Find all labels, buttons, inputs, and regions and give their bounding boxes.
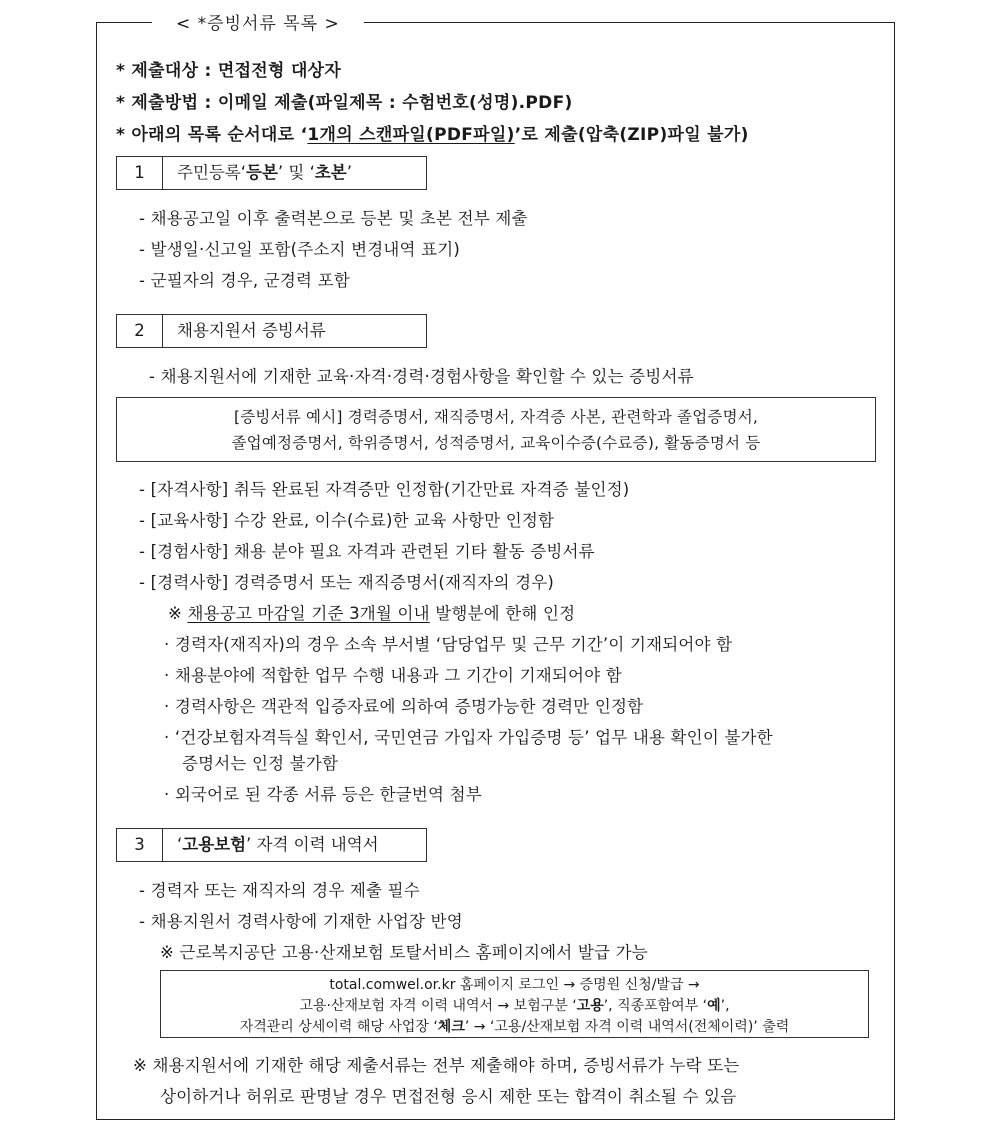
issuance-steps-box [160, 970, 869, 1038]
issuance-steps-line-1: total.comwel.or.kr 홈페이지 로그인 → 증명원 신청/발급 → [329, 977, 700, 993]
career-validity-note [168, 600, 575, 624]
issuance-steps-line-3-pre: 자격관리 상세이력 해당 사업장 ‘ [239, 1019, 438, 1035]
issuance-steps-line-2-bold-1: 고용 [576, 998, 604, 1014]
section-2-title: 채용지원서 증빙서류 [177, 321, 326, 340]
section-1-title-post: ’ [346, 163, 352, 182]
section-1-number: 1 [117, 157, 163, 189]
section-3-header [116, 828, 427, 862]
issuance-steps-line-2 [161, 995, 868, 1015]
section-1-title-pre: 주민등록‘ [177, 163, 247, 182]
issuance-steps-line-2-mid: ’, 직종포함여부 ‘ [603, 998, 708, 1014]
issuance-steps-line-2-pre: 고용·산재보험 자격 이력 내역서 → 보험구분 ‘ [299, 998, 577, 1014]
section-2-header [116, 314, 427, 348]
footer-note-line-1: ※ 채용지원서에 기재한 해당 제출서류는 전부 제출해야 하며, 증빙서류가 누락 또는 [133, 1056, 740, 1075]
document-examples-box [116, 397, 876, 462]
career-detail-item: · ‘건강보험자격득실 확인서, 국민연금 가입자 가입증명 등’ 업무 내용 확인이 불가한 [164, 728, 773, 747]
section-1-title-bold-1: 등본 [246, 163, 278, 182]
section-2-item: - [경력사항] 경력증명서 또는 재직증명서(재직자의 경우) [139, 573, 554, 592]
section-3-item: - 경력자 또는 재직자의 경우 제출 필수 [139, 881, 420, 900]
career-validity-underlined: 채용공고 마감일 기준 3개월 이내 [187, 604, 430, 623]
section-1-header [116, 156, 427, 190]
career-detail-item-continued: 증명서는 인정 불가함 [182, 754, 339, 773]
section-3-title [177, 829, 379, 861]
section-2-item: - [경험사항] 채용 분야 필요 자격과 관련된 기타 활동 증빙서류 [139, 542, 595, 561]
document-examples-line-2: 졸업예정증명서, 학위증명서, 성적증명서, 교육이수증(수료증), 활동증명서 등 [231, 434, 761, 452]
document-title: < *증빙서류 목록 > [152, 9, 364, 34]
section-2-number: 2 [117, 315, 163, 347]
bullet-mark: * [116, 125, 126, 145]
section-1-title [177, 157, 352, 189]
section-1-item: - 군필자의 경우, 군경력 포함 [139, 271, 350, 290]
career-validity-rest: 발행분에 한해 인정 [429, 604, 576, 623]
career-detail-item: · 경력자(재직자)의 경우 소속 부서별 ‘담당업무 및 근무 기간’이 기재되어야 함 [164, 635, 733, 654]
submission-method [116, 88, 573, 113]
section-3-title-pre: ‘ [177, 835, 183, 854]
footer-note-line-2: 상이하거나 허위로 판명날 경우 면접전형 응시 제한 또는 합격이 취소될 수 있음 [160, 1087, 737, 1106]
section-2-item: - [자격사항] 취득 완료된 자격증만 인정함(기간만료 자격증 불인정) [139, 480, 630, 499]
issuance-steps-line-3-post: ’ → ‘고용/산재보험 자격 이력 내역서(전체이력)’ 출력 [464, 1019, 790, 1035]
document-examples-line-1: [증빙서류 예시] 경력증명서, 재직증명서, 자격증 사본, 관련학과 졸업증명서, [233, 408, 759, 426]
career-detail-item: · 채용분야에 적합한 업무 수행 내용과 그 기간이 기재되어야 함 [164, 666, 622, 685]
section-1-item: - 채용공고일 이후 출력본으로 등본 및 초본 전부 제출 [139, 209, 528, 228]
section-1-title-mid: ’ 및 ‘ [277, 163, 315, 182]
bullet-mark: * [116, 61, 126, 81]
career-detail-item: · 외국어로 된 각종 서류 등은 한글번역 첨부 [164, 785, 482, 804]
issuance-steps-line-2-post: ’, [720, 998, 730, 1014]
issuance-steps-line-3-bold: 체크 [437, 1019, 465, 1035]
submission-order [116, 120, 749, 145]
note-mark: ※ [168, 604, 183, 623]
submission-target [116, 56, 341, 81]
section-3-note: ※ 근로복지공단 고용·산재보험 토탈서비스 홈페이지에서 발급 가능 [160, 943, 648, 962]
section-1-title-bold-2: 초본 [314, 163, 347, 182]
section-3-item: - 채용지원서 경력사항에 기재한 사업장 반영 [139, 912, 463, 931]
submission-method-text: 제출방법 : 이메일 제출(파일제목 : 수험번호(성명).PDF) [131, 93, 573, 113]
section-3-number: 3 [117, 829, 163, 861]
bullet-mark: * [116, 93, 126, 113]
section-1-item: - 발생일·신고일 포함(주소지 변경내역 표기) [139, 240, 461, 259]
submission-target-text: 제출대상 : 면접전형 대상자 [131, 61, 342, 81]
issuance-steps-line-2-bold-2: 예 [707, 998, 721, 1014]
submission-order-post: ’로 제출(압축(ZIP)파일 불가) [514, 125, 749, 145]
section-2-item: - [교육사항] 수강 완료, 이수(수료)한 교육 사항만 인정함 [139, 511, 555, 530]
submission-order-highlight: 1개의 스캔파일(PDF파일) [307, 125, 515, 145]
section-3-title-bold: 고용보험 [182, 835, 247, 854]
issuance-steps-line-3 [161, 1016, 868, 1036]
section-3-title-post: ’ 자격 이력 내역서 [246, 835, 379, 854]
section-2-intro: - 채용지원서에 기재한 교육·자격·경력·경험사항을 확인할 수 있는 증빙서류 [149, 367, 694, 386]
career-detail-item: · 경력사항은 객관적 입증자료에 의하여 증명가능한 경력만 인정함 [164, 697, 644, 716]
submission-order-pre: 아래의 목록 순서대로 ‘ [131, 125, 308, 145]
